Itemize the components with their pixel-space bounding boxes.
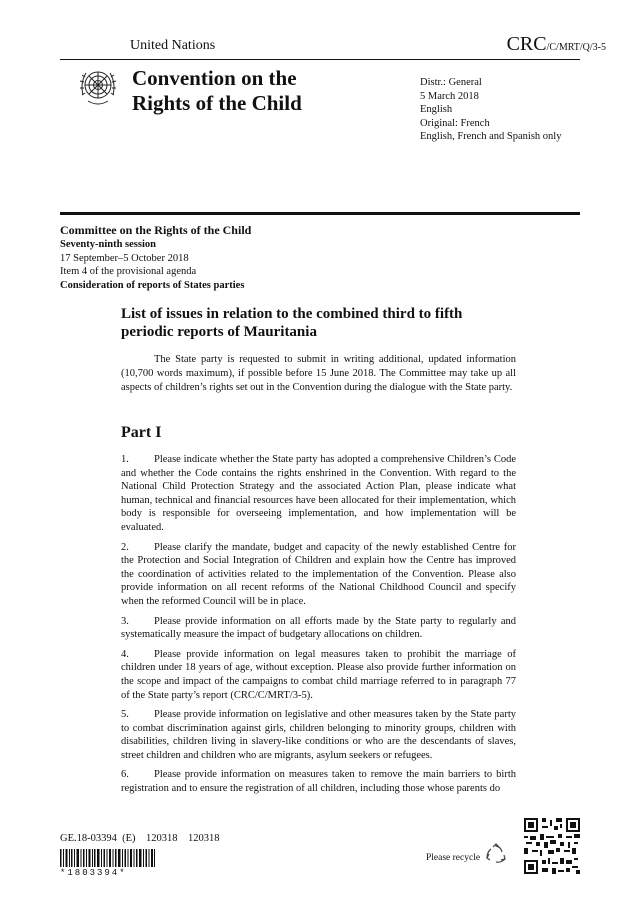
committee-dates: 17 September–5 October 2018 xyxy=(60,252,189,264)
paragraph-text: Please provide information on legislative and other measures taken by the State party to combat discrimination against girls, children belonging to minority groups, children with disabilities, children living in slavery-like conditions or who are the descendants of slaves, street children and children who are migrants, asylum seekers or refugees. xyxy=(121,709,516,761)
job-number: GE.18-03394 (E) 120318 120318 xyxy=(60,833,220,844)
qr-code-icon xyxy=(524,818,580,874)
committee-block xyxy=(60,223,251,292)
committee-consideration: Consideration of reports of States parties xyxy=(60,279,245,291)
org-name: United Nations xyxy=(130,38,216,53)
document-title-line2: periodic reports of Mauritania xyxy=(121,324,317,340)
convention-title-line1: Convention on the xyxy=(132,66,297,90)
paragraph-text: Please provide information on legal measures taken to prohibit the marriage of children under 18 years of age, without exception. Please also provide further information on the scope and impact of the campaigns to combat child marriage referred to in paragraph 77 of the State party’s report (CRC/C/MRT/3-5). xyxy=(121,648,516,701)
intro-text: The State party is requested to submit in writing additional, updated information (10,700 words maximum), if possible before 15 June 2018. The Committee may take up all aspects of children’s rights set out in the Convention during the dialogue with the State party. xyxy=(121,354,516,393)
un-emblem-icon xyxy=(76,65,120,109)
distr-line: Distr.: General xyxy=(420,77,482,88)
distribution-block xyxy=(420,76,561,144)
paragraph-4 xyxy=(121,648,516,702)
convention-title xyxy=(132,66,392,116)
paragraph-number: 3. xyxy=(121,615,129,627)
symbol-main: CRC xyxy=(506,33,547,55)
paragraph-2 xyxy=(121,541,516,609)
thick-rule xyxy=(60,212,580,215)
paragraph-text: Please provide information on measures taken to remove the main barriers to birth registration and to ensure the registration of all children, including those whose parents do xyxy=(121,769,516,795)
committee-name: Committee on the Rights of the Child xyxy=(60,223,252,237)
recycle-label: Please recycle xyxy=(426,853,481,863)
paragraph-1 xyxy=(121,453,516,535)
paragraph-6 xyxy=(121,768,516,795)
paragraph-number: 2. xyxy=(121,541,129,553)
distr-date: 5 March 2018 xyxy=(420,90,479,102)
paragraph-number: 5. xyxy=(121,709,129,721)
intro-paragraph xyxy=(121,353,516,394)
convention-title-line2: Rights of the Child xyxy=(132,91,302,115)
part-heading: Part I xyxy=(121,424,162,441)
paragraph-text: Please indicate whether the State party has adopted a comprehensive Children’s Code and whether the Code contains the rights enshrined in the Convention. With regard to the National Child Protection Strategy and the associated Action Plan, please indicate what human, technical and financial resources have been allocated for their implementation, which body is responsible for overseeing implementation, and how implementation will be evaluated. xyxy=(121,454,516,533)
recycle-icon xyxy=(485,843,507,865)
document-title-line1: List of issues in relation to the combined third to fifth xyxy=(121,306,463,322)
document-symbol xyxy=(507,33,606,56)
paragraph-list xyxy=(121,453,516,802)
paragraph-text: Please clarify the mandate, budget and capacity of the newly established Centre for the Protection and Social Integration of Children and explain how the Centre has improved the coordination of activities related to the implementation of the Convention. Please also provide information on all recent reforms of the National Childhood Council and specify when the reformed Council will be in place. xyxy=(121,541,516,607)
barcode-number: *1803394* xyxy=(60,868,127,878)
paragraph-3 xyxy=(121,615,516,642)
document-title xyxy=(121,305,541,341)
paragraph-text: Please provide information on all efforts made by the State party to regularly and systematically measure the impact of budgetary allocations on children. xyxy=(121,615,516,641)
paragraph-5 xyxy=(121,708,516,762)
committee-session: Seventy-ninth session xyxy=(60,239,156,250)
distr-language: English xyxy=(420,104,453,115)
paragraph-number: 1. xyxy=(121,454,129,465)
paragraph-number: 6. xyxy=(121,769,129,781)
distr-languages: English, French and Spanish only xyxy=(420,131,562,142)
header-rule xyxy=(60,59,580,60)
barcode-icon xyxy=(60,849,155,867)
distr-original: Original: French xyxy=(420,117,490,129)
committee-item: Item 4 of the provisional agenda xyxy=(60,266,197,277)
paragraph-number: 4. xyxy=(121,648,129,660)
symbol-suffix: /C/MRT/Q/3-5 xyxy=(546,42,606,53)
